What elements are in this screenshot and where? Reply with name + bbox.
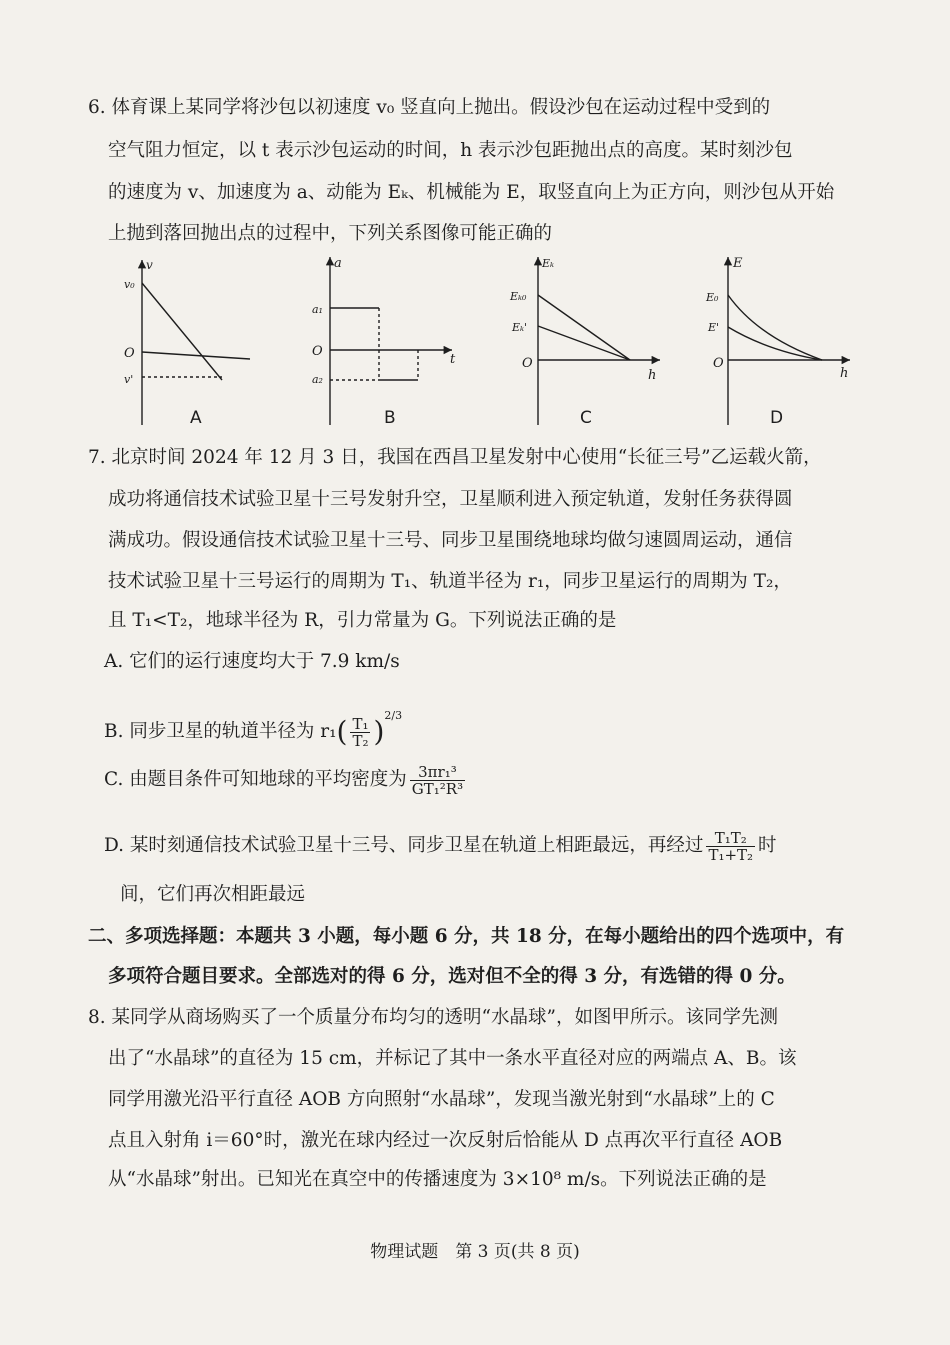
graph-label-b: B (384, 408, 396, 428)
graph-a (142, 260, 250, 425)
q7-option-d-den: T₁+T₂ (708, 845, 754, 864)
graph-label-a: A (190, 408, 202, 428)
graph-d-x-label: h (840, 366, 849, 381)
graph-d-tick-o: O (713, 356, 724, 371)
page-footer: 物理试题 第 3 页(共 8 页) (370, 1242, 580, 1262)
graph-c-tick-ek0: Eₖ₀ (510, 290, 527, 303)
graph-a-y-label: v (146, 258, 153, 272)
q6-line-1: 6. 体育课上某同学将沙包以初速度 v₀ 竖直向上抛出。假设沙包在运动过程中受到的 (88, 97, 771, 118)
graph-d-tick-e0: E₀ (706, 291, 719, 304)
q6-line-2: 空气阻力恒定，以 t 表示沙包运动的时间，h 表示沙包距抛出点的高度。某时刻沙包 (108, 140, 793, 161)
q7-line-1: 7. 北京时间 2024 年 12 月 3 日，我国在西昌卫星发射中心使用“长征三号”乙运载火箭， (88, 447, 822, 468)
q7-option-d-line-2: 间，它们再次相距最远 (120, 884, 306, 905)
q7-line-4: 技术试验卫星十三号运行的周期为 T₁、轨道半径为 r₁，同步卫星运行的周期为 T₂， (108, 571, 792, 592)
q6-line-4: 上抛到落回抛出点的过程中，下列关系图像可能正确的 (108, 223, 553, 244)
q7-option-b-prefix: B. 同步卫星的轨道半径为 r₁ (104, 721, 337, 742)
graph-label-c: C (580, 408, 592, 428)
q7-option-d (104, 826, 874, 866)
section2-line-1: 二、多项选择题：本题共 3 小题，每小题 6 分，共 18 分，在每小题给出的四个选项中，有 (88, 926, 845, 947)
q8-line-5: 从“水晶球”射出。已知光在真空中的传播速度为 3×10⁸ m/s。下列说法正确的是 (108, 1169, 767, 1190)
graph-c-tick-ekprime: Eₖ' (512, 321, 528, 334)
q8-line-2: 出了“水晶球”的直径为 15 cm，并标记了其中一条水平直径对应的两端点 A、B。该 (108, 1048, 797, 1069)
graph-b (330, 257, 452, 425)
q7-option-a: A. 它们的运行速度均大于 7.9 km/s (104, 651, 400, 672)
graph-b-tick-a2: a₂ (312, 373, 323, 386)
graph-b-x-label: t (450, 352, 456, 367)
q7-option-c-num: 3πr₁³ (410, 764, 465, 781)
q7-option-b-den: T₂ (352, 731, 369, 750)
section2-line-2: 多项符合题目要求。全部选对的得 6 分，选对但不全的得 3 分，有选错的得 0 分。 (108, 966, 796, 987)
q7-line-5: 且 T₁<T₂，地球半径为 R，引力常量为 G。下列说法正确的是 (108, 610, 617, 631)
q7-option-b-exp: 2/3 (384, 709, 403, 722)
graph-a-tick-v0: v₀ (124, 278, 135, 291)
q7-option-c-prefix: C. 由题目条件可知地球的平均密度为 (104, 769, 407, 790)
q7-option-b-num: T₁ (352, 714, 369, 733)
graph-d-tick-eprime: E' (708, 321, 720, 334)
graph-c (538, 257, 660, 425)
graph-a-tick-vprime: v' (124, 373, 134, 386)
graph-c-x-label: h (648, 368, 657, 383)
graph-c-y-label: Eₖ (542, 257, 555, 270)
q7-option-c (104, 760, 874, 800)
q7-line-2: 成功将通信技术试验卫星十三号发射升空，卫星顺利进入预定轨道，发射任务获得圆 (108, 489, 793, 510)
q7-option-d-suffix: 时 (758, 835, 777, 856)
q7-option-b: B. 同步卫星的轨道半径为 r₁( $\frac{\text{T₁}}{\text{T₂}}$ )$^{2/3}$ (104, 709, 403, 750)
q7-option-d-num: T₁T₂ (706, 830, 755, 847)
graph-d (728, 257, 850, 425)
graph-a-tick-o: O (124, 346, 135, 361)
q7-option-d-prefix: D. 某时刻通信技术试验卫星十三号、同步卫星在轨道上相距最远，再经过 (104, 835, 704, 856)
q8-line-1: 8. 某同学从商场购买了一个质量分布均匀的透明“水晶球”，如图甲所示。该同学先测 (88, 1007, 778, 1028)
graph-label-d: D (770, 408, 784, 428)
graph-b-tick-o: O (312, 344, 323, 359)
graph-c-tick-o: O (522, 356, 533, 371)
q6-line-3: 的速度为 v、加速度为 a、动能为 Eₖ、机械能为 E，取竖直向上为正方向，则沙包从开始 (108, 182, 835, 203)
graph-b-tick-a1: a₁ (312, 303, 323, 316)
graph-d-y-label: E (733, 256, 743, 271)
q8-line-4: 点且入射角 i＝60°时，激光在球内经过一次反射后恰能从 D 点再次平行直径 AOB (108, 1130, 783, 1151)
q6-graphs (110, 255, 880, 435)
q8-line-3: 同学用激光沿平行直径 AOB 方向照射“水晶球”，发现当激光射到“水晶球”上的 C (108, 1089, 775, 1110)
graph-b-y-label: a (334, 256, 342, 271)
q7-option-c-den: GT₁²R³ (411, 779, 464, 798)
q7-line-3: 满成功。假设通信技术试验卫星十三号、同步卫星围绕地球均做匀速圆周运动，通信 (108, 530, 793, 551)
